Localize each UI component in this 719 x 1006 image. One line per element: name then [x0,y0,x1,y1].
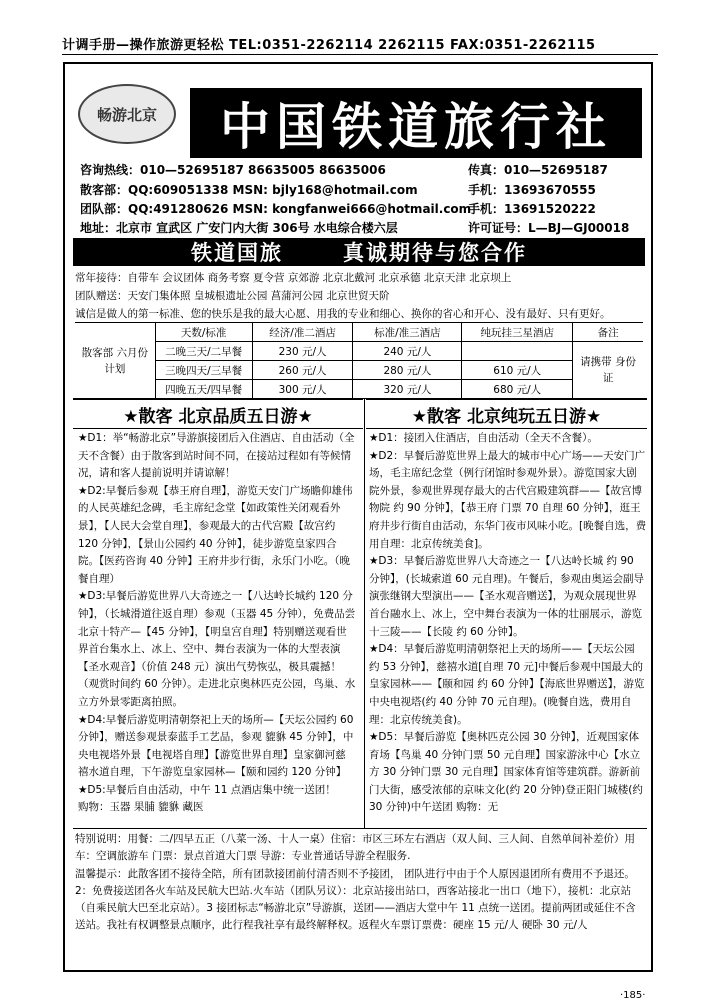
intro-line-1: 常年接待：自带车 会议团体 商务考察 夏令营 京郊游 北京北戴河 北京承德 北京天津 北京坝上 [75,272,512,284]
price-cell: 300 元/人 [252,380,353,399]
header-divider [62,54,658,55]
price-header: 经济/准二酒店 [252,323,353,342]
itinerary-day: ★D1：接团入住酒店，自由活动（全天不含餐）。 [369,432,598,444]
fax: 传真：010—52695187 [468,163,608,177]
price-cell: 610 元/人 [462,361,573,380]
mobile-2: 手机：13691520222 [468,202,596,216]
price-header: 天数/标准 [155,323,252,342]
license: 许可证号：L—BJ—GJ00018 [468,221,630,235]
intro-line-3: 诚信是做人的第一标准、您的快乐是我的最大心愿、用我的专业和细心、换你的省心和开心、没有最好、只有更好。 [75,308,611,320]
itinerary-day: ★D2:早餐后参观【恭王府自理】，游览天安门广场瞻仰雄伟的人民英雄纪念碑，毛主席纪念堂【如政策性关闭观看外景】，【人民大会堂自理】，参观最大的古代宫殿【故宫约 120 分钟】，【景山公园约 40 分钟】，徒步游览皇家四合院。【医药咨询 40 分钟】王府井步行街，永乐门小吃。（晚餐自理） [78,484,353,585]
right-itinerary [369,430,647,817]
sanke-contact: 散客部：QQ:609051338 MSN: bjly168@hotmail.com [80,183,418,197]
price-header: 备注 [573,323,643,342]
slogan-right: 真诚期待与您合作 [343,241,527,265]
shopping-line: 购物：玉器 果脯 貔貅 藏医 [78,801,204,814]
notes-divider [73,828,647,829]
mobile-1: 手机：13693670555 [468,183,596,197]
price-cell: 260 元/人 [252,361,353,380]
slogan-left: 铁道国旅 [191,241,283,265]
page-header: 计调手册—操作旅游更轻松 TEL:0351-2262114 2262115 FAX:0351-2262115 [62,38,596,53]
price-cell: 二晚三天/二早餐 [155,342,252,361]
itinerary-day: ★D3:早餐后游览世界八大奇迹之一【八达岭长城约 120 分钟】，（长城滑道往返自理）参观（玉器 45 分钟），免费品尝北京十特产—【45 分钟】，【明皇宫自理】特别赠送观看世界首台集水上、冰上、空中、舞台表演为一体的大型表演【圣水观音】（价值 248 元）演出气势恢弘，极具震撼！（观赏时间约 60 分钟）。走进北京奥林匹克公园，鸟巢、水立方外景零距离拍照。 [78,590,356,708]
itinerary-day: ★D4:早餐后游览明清朝祭祀上天的场所—【天坛公园约 60 分钟】，赠送参观景泰蓝手工艺品，参观 貔貅 45 分钟】，中央电视塔外景【电视塔自理】【游览世界自理】皇家御河慈禧水道自理，下午游览皇家园林—【颐和园约 120 分钟】 [78,713,354,779]
company-title: 中国铁道旅行社 [190,88,642,158]
itinerary-day: ★D3：早餐后游览世界八大奇迹之一【八达岭长城 约 90 分钟】，(长城索道 60 元自理)。午餐后，参观由奥运会副导演张继钢大型演出——【圣水观音赠送】，为观众展现世界首台融水上、冰上，空中舞台表演为一体的壮丽展示，游览十三陵——【长陵 约 60 分钟】。 [369,555,644,638]
itinerary-day: ★D5：早餐后游览【奥林匹克公园 30 分钟】，近观国家体育场【鸟巢 40 分钟门票 50 元自理】国家游泳中心【水立方 30 分钟门票 30 元自理】国家体育馆等建筑群。游新前门大街，感受浓郁的京味文化(约 20 分钟)登正阳门城楼(约 30 分钟)中午送团 购物：无 [369,731,643,814]
tuanke-contact: 团队部：QQ:491280626 MSN: kongfanwei666@hotmail.com [80,202,472,216]
page-number: ·185· [620,990,646,1001]
itinerary-day: ★D5:早餐后自由活动，中午 11 点酒店集中统一送团！ [78,783,336,796]
slogan-banner [73,238,645,266]
price-header: 纯玩挂三星酒店 [462,323,573,342]
company-logo: 畅游北京 [78,84,176,144]
hotline: 咨询热线：010—52695187 86635005 86635006 [80,163,386,177]
price-cell [462,342,573,361]
right-section-title: ★散客 北京纯玩五日游★ [366,398,647,429]
price-cell: 320 元/人 [353,380,462,399]
price-cell: 四晚五天/四早餐 [155,380,252,399]
tips: 温馨提示：此散客团不接待全陪，所有团款接团前付清否则不予接团， 团队进行中由于个人原因退团所有费用不予退还。2：免费接送团各火车站及民航大巴站.火车站（团队另议）：北京站接出站口，西客站接北一出口（地下），接机：北京站（自乘民航大巴至北京站）。3 接团标志“畅游北京”导游旗，送团——酒店大堂中午 11 点统一送团。提前两团或延住不含送站。我社有权调整景点顺序，此行程我社享有最终解释权。返程火车票订票费：硬座 15 元/人 硬卧 30 元/人 [75,868,636,931]
left-itinerary [78,430,356,817]
column-divider [364,398,365,828]
price-cell: 230 元/人 [252,342,353,361]
price-side-label: 散客部 六月份计划 [75,323,155,399]
price-cell: 280 元/人 [353,361,462,380]
price-note: 请携带 身份证 [573,342,643,399]
price-cell: 240 元/人 [353,342,462,361]
price-cell: 三晚四天/三早餐 [155,361,252,380]
price-cell: 680 元/人 [462,380,573,399]
price-table [75,322,643,399]
price-header: 标准/准三酒店 [353,323,462,342]
itinerary-day: ★D2：早餐后游览世界上最大的城市中心广场——天安门广场，毛主席纪念堂（例行闭馆时参观外景）。游览国家大剧院外景，参观世界现存最大的古代宫殿建筑群——【故宫博物院 约 90 分钟】，【恭王府 门票 70 自理 60 分钟】，逛王府井步行街自由活动，东华门夜市风味小吃。[晚餐自选，费用自理：北京传统美食]。 [369,449,647,550]
address: 地址：北京市 宣武区 广安门内大街 306号 水电综合楼六层 [80,221,398,235]
itinerary-day: ★D1：举“畅游北京”导游旗接团后入住酒店、自由活动（全天不含餐）由于散客到站时间不同，在接站过程如有等候情况，请和客人提前说明并请谅解！ [78,432,355,480]
intro-line-2: 团队赠送：天安门集体照 皇城根遗址公园 菖蒲河公园 北京世贸天阶 [75,290,390,302]
special-notes: 特别说明：用餐：二/四早五正（八菜一汤、十人一桌）住宿：市区三环左右酒店（双人间、三人间、自然单间补差价）用车：空调旅游车 门票：景点首道大门票 导游：专业普通话导游全程服务. [75,833,636,862]
itinerary-day: ★D4：早餐后游览明清朝祭祀上天的场所——【天坛公园 约 53 分钟】，慈禧水道[自理 70 元]中餐后参观中国最大的皇家园林——【颐和园 约 60 分钟】【海底世界赠送】，游览中央电视塔(约 40 分钟 70 元自理)。(晚餐自选，费用自理：北京传统美食)。 [369,643,645,726]
left-section-title: ★散客 北京品质五日游★ [73,398,363,429]
